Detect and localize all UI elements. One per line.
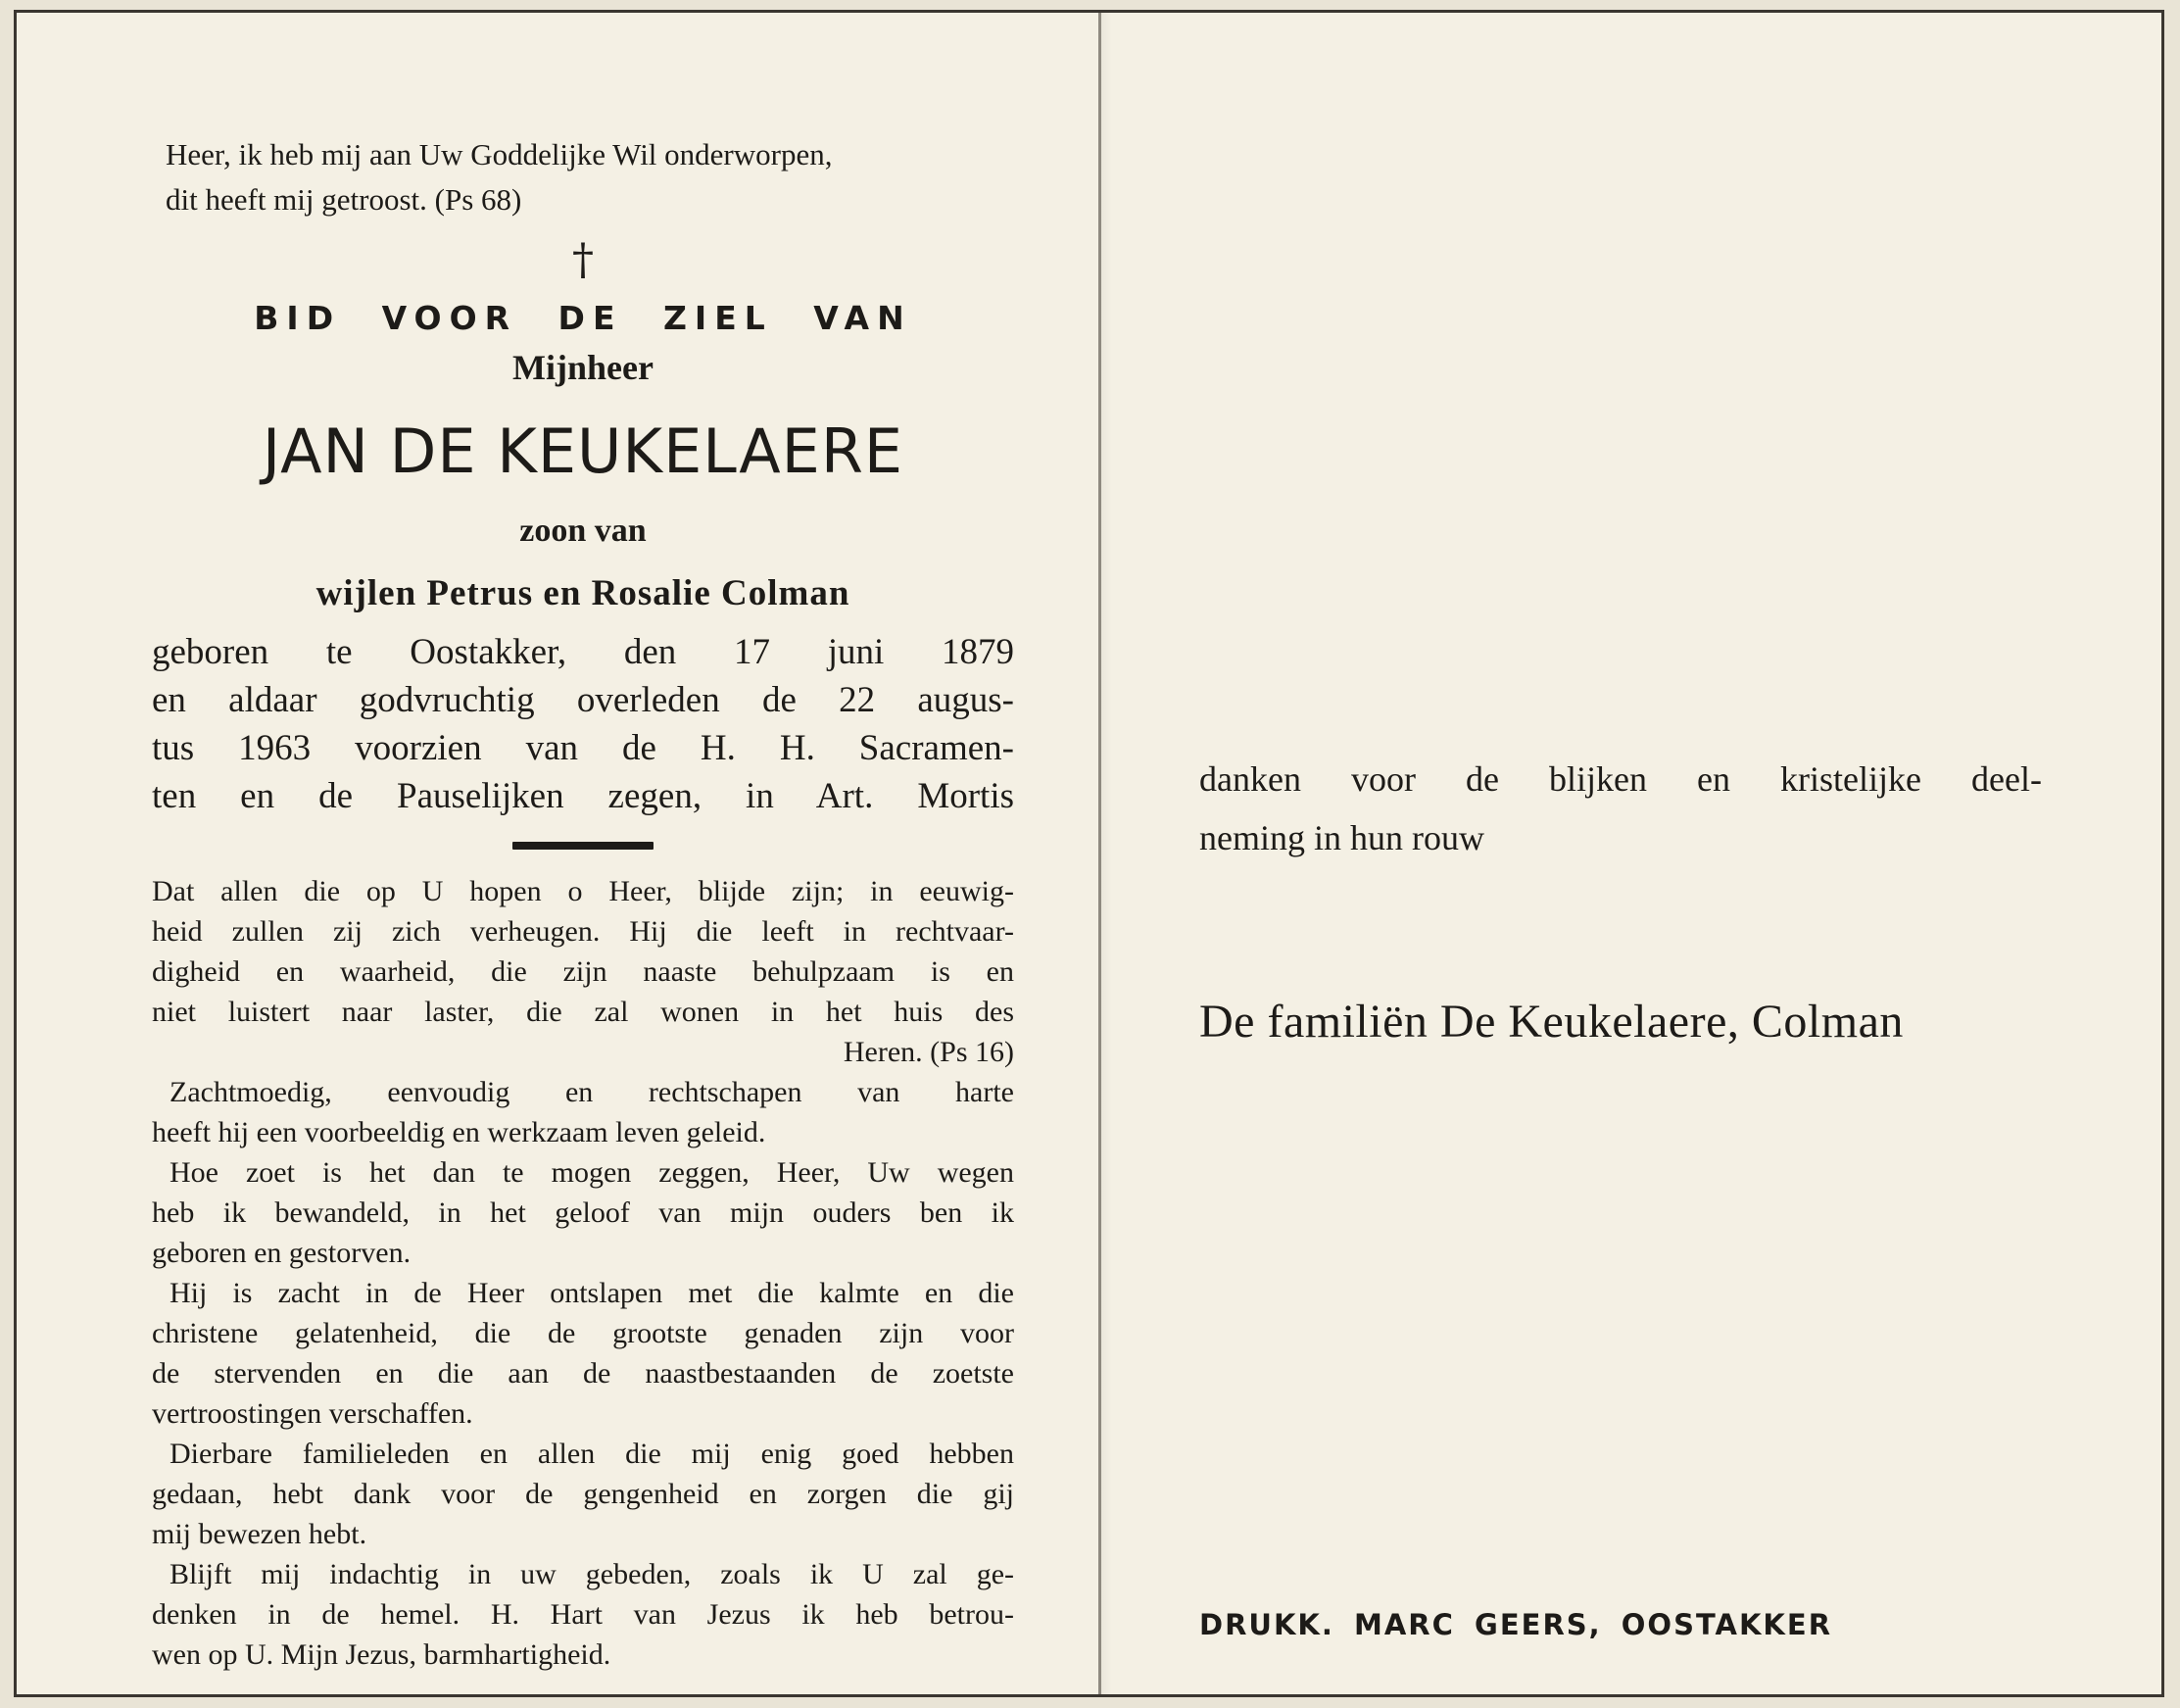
thanks-text — [1199, 750, 2042, 867]
families-signature: De familiën De Keukelaere, Colman — [1199, 996, 1904, 1048]
cross-icon: † — [572, 235, 594, 285]
heading: BID VOOR DE ZIEL VAN — [254, 299, 912, 337]
prayer-line: Hoe zoet is het dan te mogen zeggen, Heer, Uw wegen — [170, 1156, 1014, 1189]
prayer-line: Blijft mij indachtig in uw gebeden, zoals ik U zal ge- — [170, 1558, 1014, 1590]
prayer-line: Heren. (Ps 16) — [843, 1036, 1014, 1068]
prayer-line: de stervenden en die aan de naastbestaanden de zoetste — [152, 1357, 1014, 1390]
prayer-line: heid zullen zij zich verheugen. Hij die leeft in rechtvaar- — [152, 915, 1014, 948]
verse-line: Heer, ik heb mij aan Uw Goddelijke Wil onderworpen, — [166, 137, 833, 171]
honorific: Mijnheer — [512, 348, 654, 387]
prayer-line: gedaan, hebt dank voor de gengenheid en zorgen die gij — [152, 1478, 1014, 1510]
right-panel — [1098, 13, 2161, 1694]
prayer-line: digheid en waarheid, die zijn naaste behulpzaam is en — [152, 955, 1014, 988]
life-dates-line: en aldaar godvruchtig overleden de 22 augus- — [152, 680, 1014, 720]
prayer-line: Zachtmoedig, eenvoudig en rechtschapen van harte — [170, 1076, 1014, 1108]
prayer-line: denken in de hemel. H. Hart van Jezus ik heb betrou- — [152, 1598, 1014, 1631]
prayer-line: heb ik bewandeld, in het geloof van mijn ouders ben ik — [152, 1196, 1014, 1229]
prayer-text — [152, 871, 1014, 1675]
prayer-line: wen op U. Mijn Jezus, barmhartigheid. — [152, 1638, 611, 1671]
memorial-card — [14, 10, 2164, 1697]
divider — [512, 842, 654, 850]
life-dates-line: tus 1963 voorzien van de H. H. Sacramen- — [152, 728, 1014, 768]
thanks-line: danken voor de blijken en kristelijke deel- — [1199, 759, 2042, 799]
opening-verse — [166, 132, 1014, 222]
prayer-line: mij bewezen hebt. — [152, 1518, 367, 1550]
deceased-name: JAN DE KEUKELAERE — [262, 415, 904, 487]
prayer-line: heeft hij een voorbeeldig en werkzaam leven geleid. — [152, 1116, 766, 1148]
thanks-line: neming in hun rouw — [1199, 818, 1484, 857]
son-of: zoon van — [519, 512, 647, 549]
prayer-line: christene gelatenheid, die de grootste genaden zijn voor — [152, 1317, 1014, 1349]
life-dates-line: ten en de Pauselijken zegen, in Art. Mortis — [152, 776, 1014, 816]
prayer-line: Hij is zacht in de Heer ontslapen met die kalmte en die — [170, 1277, 1014, 1309]
left-panel — [17, 13, 1098, 1694]
prayer-line: niet luistert naar laster, die zal wonen in het huis des — [152, 996, 1014, 1028]
life-dates-line: geboren te Oostakker, den 17 juni 1879 — [152, 632, 1014, 672]
prayer-line: vertroostingen verschaffen. — [152, 1397, 473, 1430]
prayer-line: Dierbare familieleden en allen die mij enig goed hebben — [170, 1438, 1014, 1470]
printer-imprint: DRUKK. MARC GEERS, OOSTAKKER — [1199, 1608, 1833, 1641]
life-dates — [152, 628, 1014, 820]
verse-line: dit heeft mij getroost. (Ps 68) — [166, 182, 522, 217]
parents: wijlen Petrus en Rosalie Colman — [315, 573, 850, 613]
prayer-line: geboren en gestorven. — [152, 1237, 412, 1269]
prayer-line: Dat allen die op U hopen o Heer, blijde zijn; in eeuwig- — [152, 875, 1014, 907]
